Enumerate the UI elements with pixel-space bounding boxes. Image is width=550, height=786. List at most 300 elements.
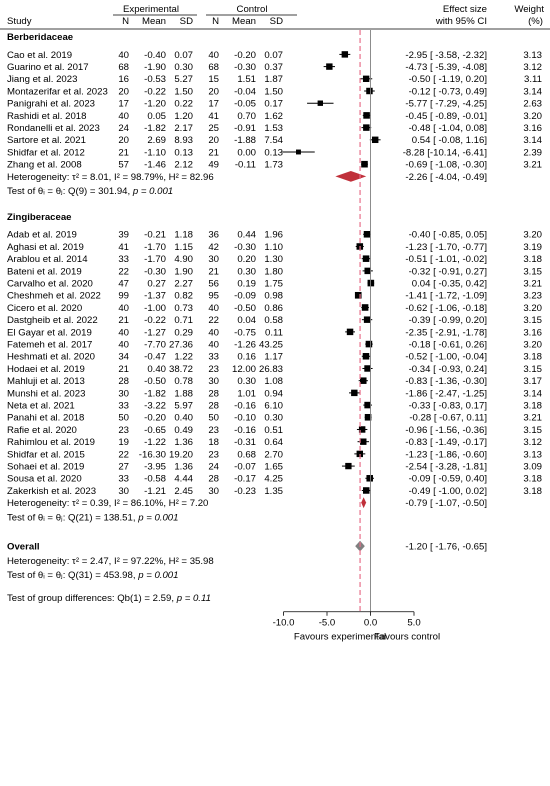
heterogeneity-0: Heterogeneity: τ² = 8.01, I² = 98.79%, H² = 82.96: [7, 171, 214, 183]
cell-weight: 3.21: [523, 278, 542, 290]
cell-n-control: 20: [208, 135, 219, 147]
study-marker: [345, 463, 351, 469]
cell-mean-experimental: -1.82: [144, 388, 166, 400]
cell-n-experimental: 33: [118, 400, 129, 412]
cell-n-control: 49: [208, 159, 219, 171]
cell-effect-size: -2.54 [ -3.28, -1.81]: [405, 461, 487, 473]
study-label: Rahimlou et al. 2019: [7, 437, 95, 449]
study-marker: [360, 438, 366, 444]
cell-mean-control: -0.07: [234, 461, 256, 473]
cell-effect-size: -1.41 [ -1.72, -1.09]: [405, 290, 487, 302]
cell-effect-size: 0.54 [ -0.08, 1.16]: [411, 135, 487, 147]
cell-mean-experimental: -1.70: [144, 241, 166, 253]
cell-n-experimental: 21: [118, 147, 129, 159]
cell-n-control: 56: [208, 278, 219, 290]
cell-effect-size: -0.49 [ -1.00, 0.02]: [408, 485, 487, 497]
cell-sd-experimental: 1.15: [174, 241, 193, 253]
cell-effect-size: -1.86 [ -2.47, -1.25]: [405, 388, 487, 400]
cell-sd-control: 0.11: [265, 327, 283, 339]
group-test-1: Test of θᵢ = θⱼ: Q(21) = 138.51, p = 0.001: [7, 512, 179, 524]
cell-sd-control: 0.07: [264, 49, 283, 61]
cell-sd-experimental: 0.82: [174, 290, 193, 302]
study-marker: [366, 475, 373, 482]
cell-mean-control: 0.30: [237, 376, 256, 388]
cell-mean-experimental: -3.95: [144, 461, 166, 473]
cell-mean-experimental: -0.30: [144, 266, 166, 278]
cell-n-control: 50: [208, 412, 219, 424]
cell-effect-size: -0.40 [ -0.85, 0.05]: [408, 229, 487, 241]
cell-effect-size: -0.83 [ -1.36, -0.30]: [405, 376, 487, 388]
study-marker: [351, 390, 357, 396]
cell-weight: 3.12: [523, 62, 542, 73]
cell-n-experimental: 34: [118, 351, 129, 363]
study-label: Heshmati et al. 2020: [7, 351, 95, 363]
study-label: Bateni et al. 2019: [7, 266, 82, 278]
cell-effect-size: -0.28 [ -0.67, 0.11]: [409, 412, 487, 424]
cell-mean-control: -0.16: [234, 400, 256, 412]
cell-sd-experimental: 0.29: [174, 327, 193, 339]
cell-sd-control: 1.87: [264, 74, 283, 86]
cell-mean-experimental: -1.22: [144, 437, 166, 449]
cell-mean-control: 0.44: [237, 229, 256, 241]
cell-mean-experimental: -1.90: [144, 62, 166, 73]
cell-sd-control: 1.62: [264, 110, 283, 122]
cell-mean-control: -0.23: [234, 485, 256, 497]
cell-mean-control: 0.20: [237, 254, 256, 266]
cell-sd-control: 0.30: [264, 412, 283, 424]
cell-effect-size: -1.23 [ -1.70, -0.77]: [405, 241, 487, 253]
cell-n-control: 68: [208, 62, 219, 73]
cell-mean-experimental: -0.40: [144, 49, 166, 61]
cell-n-control: 28: [208, 400, 219, 412]
cell-weight: 3.20: [523, 229, 542, 241]
pooled-diamond-0: [335, 171, 366, 182]
study-label: Montazerifar et al. 2023: [7, 86, 108, 98]
x-tick-label: -5.0: [318, 617, 336, 629]
cell-n-control: 28: [208, 388, 219, 400]
study-marker: [347, 329, 353, 335]
study-label: Rafie et al. 2020: [7, 424, 77, 436]
cell-sd-control: 1.08: [264, 376, 283, 388]
study-label: Aghasi et al. 2019: [7, 241, 84, 253]
header-weight: Weight: [514, 4, 544, 15]
cell-mean-control: 0.70: [237, 110, 256, 122]
header-effect-size: Effect size: [442, 4, 487, 15]
study-marker: [361, 161, 368, 168]
cell-mean-control: -0.10: [234, 412, 256, 424]
study-label: El Gayar et al. 2019: [7, 327, 92, 339]
study-label: Sousa et al. 2020: [7, 473, 82, 485]
overall-test: Test of θᵢ = θⱼ: Q(31) = 453.98, p = 0.001: [7, 569, 179, 581]
cell-n-experimental: 16: [118, 74, 129, 86]
cell-mean-experimental: 0.40: [147, 363, 166, 375]
cell-sd-experimental: 1.18: [174, 229, 193, 241]
cell-n-experimental: 24: [118, 123, 129, 134]
heterogeneity-1: Heterogeneity: τ² = 0.39, I² = 86.10%, H² = 7.20: [7, 498, 209, 510]
cell-weight: 3.23: [523, 290, 542, 302]
group-title-0: Berberidaceae: [7, 32, 74, 43]
cell-weight: 3.20: [523, 110, 542, 122]
cell-weight: 3.14: [523, 388, 542, 400]
cell-sd-control: 1.17: [264, 351, 283, 363]
study-marker: [342, 51, 348, 57]
cell-sd-experimental: 1.36: [174, 461, 193, 473]
cell-weight: 3.15: [523, 363, 542, 375]
cell-sd-experimental: 2.27: [174, 278, 193, 290]
cell-mean-control: 0.00: [237, 147, 256, 159]
col-n-control: N: [212, 16, 219, 27]
cell-n-experimental: 30: [118, 388, 129, 400]
cell-weight: 3.18: [523, 351, 542, 363]
cell-effect-size: -0.83 [ -1.49, -0.17]: [405, 437, 487, 449]
cell-mean-control: -0.30: [234, 241, 256, 253]
cell-n-experimental: 23: [118, 424, 129, 436]
cell-weight: 3.11: [524, 74, 542, 86]
cell-effect-size: -2.35 [ -2.91, -1.78]: [405, 327, 487, 339]
cell-sd-control: 0.37: [264, 62, 283, 73]
cell-n-experimental: 41: [118, 241, 129, 253]
cell-weight: 3.17: [523, 376, 542, 388]
cell-weight: 3.18: [523, 254, 542, 266]
x-label-experimental: Favours experimental: [293, 631, 387, 643]
study-label: Rondanelli et al. 2023: [7, 123, 100, 134]
cell-n-control: 95: [208, 290, 219, 302]
study-marker: [363, 255, 370, 262]
cell-n-control: 20: [208, 86, 219, 98]
study-label: Zhang et al. 2008: [7, 159, 82, 171]
cell-sd-control: 1.30: [264, 254, 283, 266]
cell-sd-control: 1.65: [264, 461, 283, 473]
cell-weight: 3.15: [523, 424, 542, 436]
cell-mean-control: -0.31: [234, 437, 256, 449]
study-marker: [326, 63, 332, 69]
cell-sd-experimental: 2.45: [174, 485, 193, 497]
cell-sd-control: 1.96: [264, 229, 283, 241]
cell-mean-control: -0.91: [234, 123, 256, 134]
cell-n-experimental: 68: [118, 62, 129, 73]
cell-n-experimental: 17: [118, 98, 129, 110]
cell-n-experimental: 20: [118, 86, 129, 98]
cell-sd-control: 4.25: [264, 473, 283, 485]
pooled-diamond-1: [361, 497, 366, 508]
cell-sd-experimental: 1.36: [174, 437, 193, 449]
overall-heterogeneity: Heterogeneity: τ² = 2.47, I² = 97.22%, H² = 35.98: [7, 555, 214, 567]
cell-sd-control: 0.86: [264, 302, 283, 314]
cell-mean-control: -0.04: [234, 86, 256, 98]
cell-mean-control: -0.75: [234, 327, 256, 339]
cell-sd-experimental: 0.22: [174, 98, 193, 110]
cell-n-control: 40: [208, 339, 219, 351]
cell-sd-experimental: 1.88: [174, 388, 193, 400]
cell-effect-size: -0.69 [ -1.08, -0.30]: [405, 159, 487, 171]
cell-n-control: 28: [208, 473, 219, 485]
cell-n-control: 23: [208, 449, 219, 461]
cell-mean-experimental: -1.70: [144, 254, 166, 266]
study-marker: [363, 353, 370, 360]
cell-n-control: 36: [208, 229, 219, 241]
cell-mean-experimental: -0.50: [144, 376, 166, 388]
cell-mean-experimental: -16.30: [138, 449, 166, 461]
cell-mean-control: -0.05: [234, 98, 256, 110]
cell-n-control: 25: [208, 123, 219, 134]
study-marker: [363, 112, 370, 119]
cell-weight: 3.18: [523, 485, 542, 497]
cell-mean-control: -0.09: [234, 290, 256, 302]
header-weight-unit: (%): [528, 16, 543, 27]
study-label: Cheshmeh et al. 2022: [7, 290, 101, 302]
cell-effect-size: -0.12 [ -0.73, 0.49]: [408, 86, 487, 98]
cell-sd-control: 43.25: [258, 339, 283, 351]
cell-mean-experimental: -1.00: [144, 302, 166, 314]
cell-effect-size: -0.50 [ -1.19, 0.20]: [408, 74, 487, 86]
cell-weight: 3.14: [523, 86, 542, 98]
cell-mean-control: -0.11: [234, 159, 256, 171]
cell-n-experimental: 19: [118, 437, 129, 449]
cell-effect-size: -0.33 [ -0.83, 0.17]: [408, 400, 487, 412]
cell-mean-experimental: -0.58: [144, 473, 166, 485]
cell-weight: 3.16: [523, 327, 542, 339]
overall-label: Overall: [7, 541, 40, 553]
cell-sd-experimental: 0.13: [174, 147, 193, 159]
cell-sd-experimental: 1.50: [174, 86, 193, 98]
study-label: Sartore et al. 2021: [7, 135, 86, 147]
cell-n-control: 23: [208, 424, 219, 436]
col-sd-control: SD: [269, 16, 283, 27]
study-marker: [366, 341, 373, 348]
cell-weight: 3.15: [523, 315, 542, 327]
cell-sd-experimental: 0.73: [174, 302, 193, 314]
cell-effect-size: -0.09 [ -0.59, 0.40]: [408, 473, 487, 485]
study-marker: [363, 76, 369, 82]
cell-mean-experimental: -1.10: [144, 147, 166, 159]
x-tick-label: -10.0: [272, 617, 295, 629]
cell-n-experimental: 30: [118, 485, 129, 497]
study-label: Jiang et al. 2023: [7, 74, 78, 86]
col-study: Study: [7, 16, 32, 27]
cell-n-experimental: 40: [118, 339, 129, 351]
col-n-experimental: N: [122, 16, 129, 27]
study-label: Panigrahi et al. 2023: [7, 98, 96, 110]
cell-mean-experimental: -1.20: [144, 98, 166, 110]
cell-n-control: 24: [208, 461, 219, 473]
cell-sd-control: 1.50: [264, 86, 283, 98]
study-label: Hodaei et al. 2019: [7, 363, 85, 375]
cell-sd-control: 0.58: [264, 315, 283, 327]
cell-sd-control: 0.13: [264, 147, 283, 159]
study-label: Neta et al. 2021: [7, 400, 75, 412]
cell-n-experimental: 40: [118, 327, 129, 339]
cell-sd-experimental: 1.90: [174, 266, 193, 278]
overall-effect: -1.20 [ -1.76, -0.65]: [405, 541, 487, 553]
study-label: Shidfar et al. 2015: [7, 449, 85, 461]
cell-sd-control: 0.51: [264, 424, 283, 436]
study-label: Sohaei et al. 2019: [7, 461, 85, 473]
cell-mean-experimental: -0.20: [144, 412, 166, 424]
cell-mean-experimental: -1.82: [144, 123, 166, 134]
study-marker: [364, 268, 370, 274]
cell-mean-control: 0.16: [237, 351, 256, 363]
cell-mean-experimental: -0.21: [144, 229, 166, 241]
cell-sd-control: 0.64: [264, 437, 283, 449]
cell-sd-control: 6.10: [264, 400, 283, 412]
study-marker: [318, 101, 323, 106]
cell-sd-control: 1.35: [264, 485, 283, 497]
cell-effect-size: -2.95 [ -3.58, -2.32]: [405, 49, 487, 61]
study-marker: [362, 304, 369, 311]
cell-n-control: 30: [208, 376, 219, 388]
cell-n-experimental: 47: [118, 278, 129, 290]
study-label: Arablou et al. 2014: [7, 254, 88, 266]
cell-sd-control: 1.80: [264, 266, 283, 278]
cell-effect-size: -0.39 [ -0.99, 0.20]: [408, 315, 487, 327]
cell-sd-experimental: 19.20: [168, 449, 193, 461]
cell-n-control: 40: [208, 302, 219, 314]
cell-n-experimental: 22: [118, 266, 129, 278]
cell-mean-experimental: -1.37: [144, 290, 166, 302]
cell-mean-control: -0.16: [234, 424, 256, 436]
cell-n-control: 17: [208, 98, 219, 110]
cell-mean-experimental: -3.22: [144, 400, 166, 412]
study-label: Cicero et al. 2020: [7, 302, 83, 314]
cell-n-control: 42: [208, 241, 219, 253]
cell-mean-control: 1.51: [237, 74, 256, 86]
cell-n-control: 41: [208, 110, 219, 122]
cell-effect-size: -0.34 [ -0.93, 0.24]: [408, 363, 487, 375]
study-label: Rashidi et al. 2018: [7, 110, 87, 122]
study-marker: [364, 231, 371, 238]
cell-weight: 3.20: [523, 302, 542, 314]
cell-mean-experimental: -1.46: [144, 159, 166, 171]
cell-weight: 3.21: [523, 412, 542, 424]
cell-weight: 3.13: [523, 449, 542, 461]
cell-sd-experimental: 0.40: [174, 412, 193, 424]
cell-mean-control: 0.19: [237, 278, 256, 290]
cell-weight: 3.16: [523, 123, 542, 134]
study-marker: [360, 377, 366, 383]
header-control: Control: [236, 4, 268, 15]
group-test-0: Test of θᵢ = θⱼ: Q(9) = 301.94, p = 0.001: [7, 186, 174, 197]
cell-sd-control: 1.53: [264, 123, 283, 134]
cell-mean-control: 12.00: [231, 363, 256, 375]
cell-n-control: 30: [208, 254, 219, 266]
cell-weight: 2.63: [523, 98, 542, 110]
study-label: Fatemeh et al. 2017: [7, 339, 93, 351]
cell-mean-control: -1.88: [234, 135, 256, 147]
cell-n-control: 21: [208, 266, 219, 278]
cell-n-experimental: 27: [118, 461, 129, 473]
study-marker: [363, 487, 370, 494]
pooled-effect-1: -0.79 [ -1.07, -0.50]: [405, 498, 487, 510]
col-mean-control: Mean: [232, 16, 256, 27]
study-marker: [364, 402, 371, 409]
cell-effect-size: -0.96 [ -1.56, -0.36]: [405, 424, 487, 436]
study-label: Guarino et al. 2017: [7, 62, 89, 73]
cell-effect-size: -0.32 [ -0.91, 0.27]: [408, 266, 487, 278]
cell-weight: 3.15: [523, 266, 542, 278]
cell-sd-experimental: 0.30: [174, 62, 193, 73]
study-marker: [364, 365, 370, 371]
cell-mean-control: -1.26: [234, 339, 256, 351]
cell-mean-experimental: 0.05: [147, 110, 166, 122]
cell-n-experimental: 21: [118, 315, 129, 327]
cell-effect-size: -0.52 [ -1.00, -0.04]: [405, 351, 487, 363]
cell-weight: 3.18: [523, 400, 542, 412]
cell-mean-control: 0.68: [237, 449, 256, 461]
col-sd-experimental: SD: [179, 16, 193, 27]
cell-sd-control: 0.98: [264, 290, 283, 302]
cell-weight: 2.39: [523, 147, 542, 159]
study-label: Carvalho et al. 2020: [7, 278, 93, 290]
x-tick-label: 5.0: [407, 617, 421, 629]
cell-sd-experimental: 4.44: [174, 473, 193, 485]
cell-effect-size: -0.48 [ -1.04, 0.08]: [408, 123, 487, 134]
cell-n-experimental: 39: [118, 229, 129, 241]
cell-sd-control: 0.94: [264, 388, 283, 400]
cell-sd-experimental: 1.20: [174, 110, 193, 122]
cell-sd-control: 7.54: [264, 135, 283, 147]
cell-mean-experimental: -0.53: [144, 74, 166, 86]
cell-sd-experimental: 27.36: [168, 339, 193, 351]
cell-sd-experimental: 0.49: [174, 424, 193, 436]
study-marker: [364, 316, 370, 322]
cell-sd-experimental: 38.72: [168, 363, 193, 375]
study-marker: [363, 124, 369, 130]
cell-mean-control: -0.20: [234, 49, 256, 61]
cell-mean-experimental: 0.27: [147, 278, 166, 290]
study-label: Dastgheib et al. 2022: [7, 315, 98, 327]
cell-mean-experimental: -0.22: [144, 315, 166, 327]
cell-n-control: 18: [208, 437, 219, 449]
cell-sd-experimental: 8.93: [174, 135, 193, 147]
cell-mean-experimental: -0.65: [144, 424, 166, 436]
cell-n-control: 23: [208, 363, 219, 375]
cell-n-control: 30: [208, 485, 219, 497]
cell-sd-control: 1.10: [264, 241, 283, 253]
cell-sd-experimental: 0.07: [174, 49, 193, 61]
study-label: Munshi et al. 2023: [7, 388, 86, 400]
cell-n-experimental: 40: [118, 302, 129, 314]
cell-n-control: 21: [208, 147, 219, 159]
cell-n-control: 33: [208, 351, 219, 363]
cell-n-experimental: 50: [118, 412, 129, 424]
cell-mean-experimental: -0.22: [144, 86, 166, 98]
cell-sd-control: 2.70: [264, 449, 283, 461]
cell-n-experimental: 22: [118, 449, 129, 461]
cell-sd-experimental: 5.97: [174, 400, 193, 412]
cell-sd-experimental: 4.90: [174, 254, 193, 266]
cell-sd-experimental: 2.12: [174, 159, 193, 171]
cell-sd-experimental: 0.71: [174, 315, 193, 327]
study-label: Cao et al. 2019: [7, 49, 73, 61]
study-marker: [372, 137, 378, 143]
cell-sd-control: 1.73: [264, 159, 283, 171]
cell-n-experimental: 33: [118, 473, 129, 485]
cell-mean-control: -0.50: [234, 302, 256, 314]
cell-n-experimental: 33: [118, 254, 129, 266]
cell-n-control: 40: [208, 49, 219, 61]
group-difference-test: Test of group differences: Qb(1) = 2.59, p = 0.11: [7, 593, 211, 605]
cell-weight: 3.12: [523, 437, 542, 449]
cell-weight: 3.13: [523, 49, 542, 61]
study-label: Zakerkish et al. 2023: [7, 485, 97, 497]
cell-sd-experimental: 5.27: [174, 74, 193, 86]
cell-sd-control: 26.83: [258, 363, 283, 375]
cell-effect-size: 0.04 [ -0.35, 0.42]: [411, 278, 487, 290]
cell-effect-size: -5.77 [ -7.29, -4.25]: [405, 98, 487, 110]
cell-n-experimental: 28: [118, 376, 129, 388]
cell-weight: 3.14: [523, 135, 542, 147]
cell-weight: 3.20: [523, 339, 542, 351]
